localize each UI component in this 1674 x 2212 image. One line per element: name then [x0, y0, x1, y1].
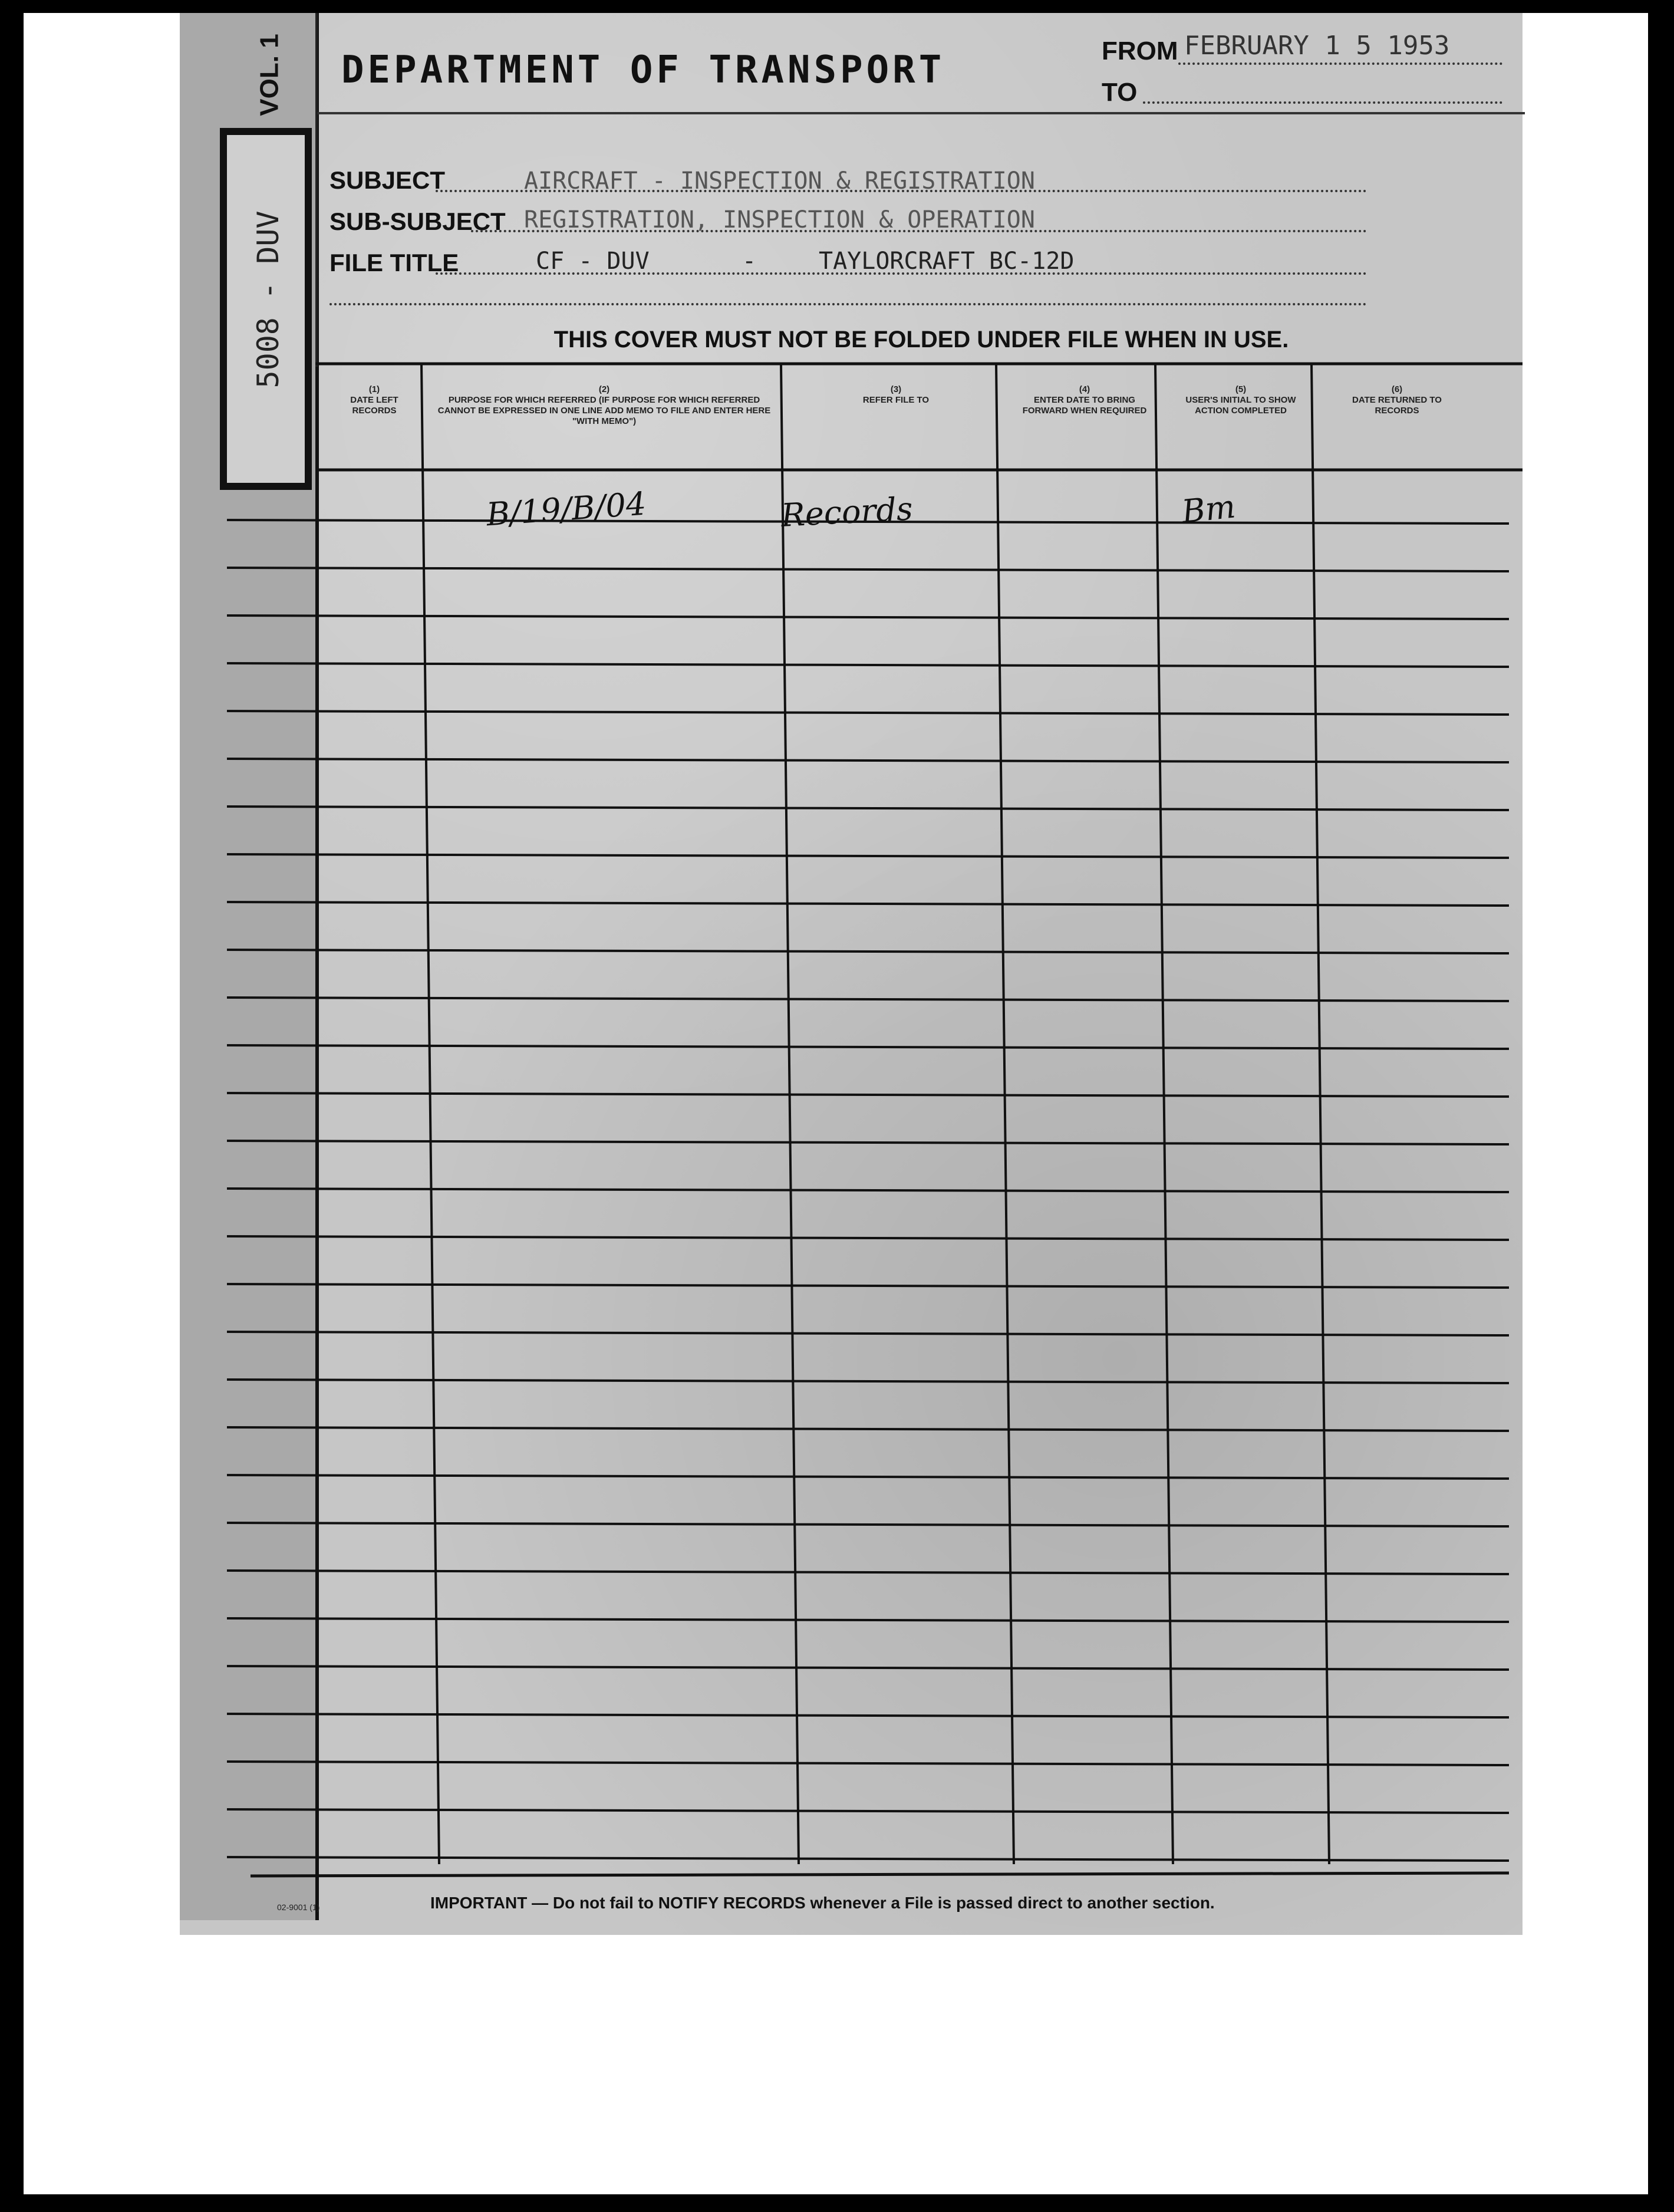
- grid-row-rule: [227, 1523, 1509, 1526]
- col-6-header: [1329, 384, 1465, 416]
- grid-row-rule: [227, 902, 1509, 906]
- filetitle-dash: -: [742, 248, 757, 275]
- col-4-header: [1017, 384, 1152, 416]
- grid-row-rule: [227, 1475, 1509, 1479]
- entry-purpose: B/19/B/04: [485, 485, 648, 534]
- grid-column-rule: [1311, 364, 1329, 1864]
- grid-row-rule: [227, 1571, 1509, 1574]
- col-2-header: [433, 384, 775, 427]
- col-5-label: USER'S INITIAL TO SHOW ACTION COMPLETED: [1185, 395, 1296, 416]
- grid-row-rule: [227, 1093, 1509, 1097]
- grid-row-rule: [227, 1380, 1509, 1383]
- referral-grid: [180, 13, 1523, 1935]
- grid-row-rule: [227, 1141, 1509, 1144]
- volume-text: VOL. 1: [255, 34, 284, 116]
- grid-row-rule: [227, 615, 1509, 619]
- col-1-header: [330, 384, 418, 416]
- col-2-num: (2): [598, 384, 610, 394]
- col-6-label: DATE RETURNED TO RECORDS: [1352, 395, 1442, 416]
- col-5-num: (5): [1235, 384, 1247, 394]
- file-number: 5008 - DUV: [251, 210, 285, 389]
- form-number: 02-9001 (1): [277, 1902, 320, 1912]
- col-5-header: [1173, 384, 1309, 416]
- to-label: TO: [1102, 78, 1138, 107]
- filetitle-label: FILE TITLE: [329, 249, 459, 276]
- grid-column-rule: [996, 364, 1014, 1864]
- important-notice: IMPORTANT — Do not fail to NOTIFY RECORDS whenever a File is passed direct to another section.: [430, 1894, 1215, 1912]
- grid-column-rule: [1155, 364, 1173, 1864]
- grid-row-rule: [227, 1762, 1509, 1765]
- subsubject-value: REGISTRATION, INSPECTION & OPERATION: [524, 206, 1035, 233]
- filetitle-model: TAYLORCRAFT BC-12D: [819, 248, 1075, 275]
- grid-row-rule: [227, 1332, 1509, 1335]
- grid-row-rule: [227, 1189, 1509, 1192]
- col-3-header: [802, 384, 990, 406]
- col-1-label: DATE LEFT RECORDS: [350, 395, 398, 416]
- col-6-num: (6): [1391, 384, 1403, 394]
- subject-label: SUBJECT: [329, 166, 446, 194]
- entry-initial: Bm: [1179, 488, 1237, 531]
- department-title: DEPARTMENT OF TRANSPORT: [341, 48, 945, 92]
- col-1-num: (1): [368, 384, 380, 394]
- col-4-num: (4): [1079, 384, 1090, 394]
- grid-column-rule: [781, 364, 799, 1864]
- grid-row-rule: [227, 998, 1509, 1001]
- fold-notice: THIS COVER MUST NOT BE FOLDED UNDER FILE WHEN IN USE.: [553, 327, 1289, 353]
- grid-row-rule: [227, 1236, 1509, 1240]
- grid-row-rule: [227, 1284, 1509, 1288]
- grid-row-rule: [227, 1857, 1509, 1861]
- file-cover: [180, 13, 1523, 1935]
- page: [24, 13, 1648, 2194]
- grid-row-rule: [227, 663, 1509, 667]
- grid-row-rule: [227, 1618, 1509, 1622]
- from-value: FEBRUARY 1 5 1953: [1184, 31, 1450, 61]
- entry-refer-to: Records: [780, 490, 914, 534]
- from-label: FROM: [1102, 37, 1178, 65]
- subsubject-label: SUB-SUBJECT: [329, 208, 506, 235]
- grid-row-rule: [227, 1714, 1509, 1717]
- grid-row-rule: [227, 1045, 1509, 1049]
- grid-bottom-rule: [251, 1873, 1509, 1876]
- col-3-label: REFER FILE TO: [862, 395, 930, 405]
- grid-column-rule: [421, 364, 439, 1864]
- col-3-num: (3): [890, 384, 902, 394]
- grid-row-rule: [227, 1809, 1509, 1813]
- subject-value: AIRCRAFT - INSPECTION & REGISTRATION: [524, 167, 1035, 195]
- col-2-label: PURPOSE FOR WHICH REFERRED (IF PURPOSE FOR WHICH REFERRED CANNOT BE EXPRESSED IN ONE LINE ADD MEMO TO FILE AND ENTER HERE "WITH MEMO"): [437, 395, 771, 426]
- col-4-label: ENTER DATE TO BRING FORWARD WHEN REQUIRED: [1022, 395, 1147, 416]
- grid-row-rule: [227, 1666, 1509, 1670]
- filetitle-registration: CF - DUV: [536, 248, 650, 275]
- grid-row-rule: [227, 568, 1509, 571]
- grid-row-rule: [227, 950, 1509, 953]
- grid-row-rule: [227, 1427, 1509, 1431]
